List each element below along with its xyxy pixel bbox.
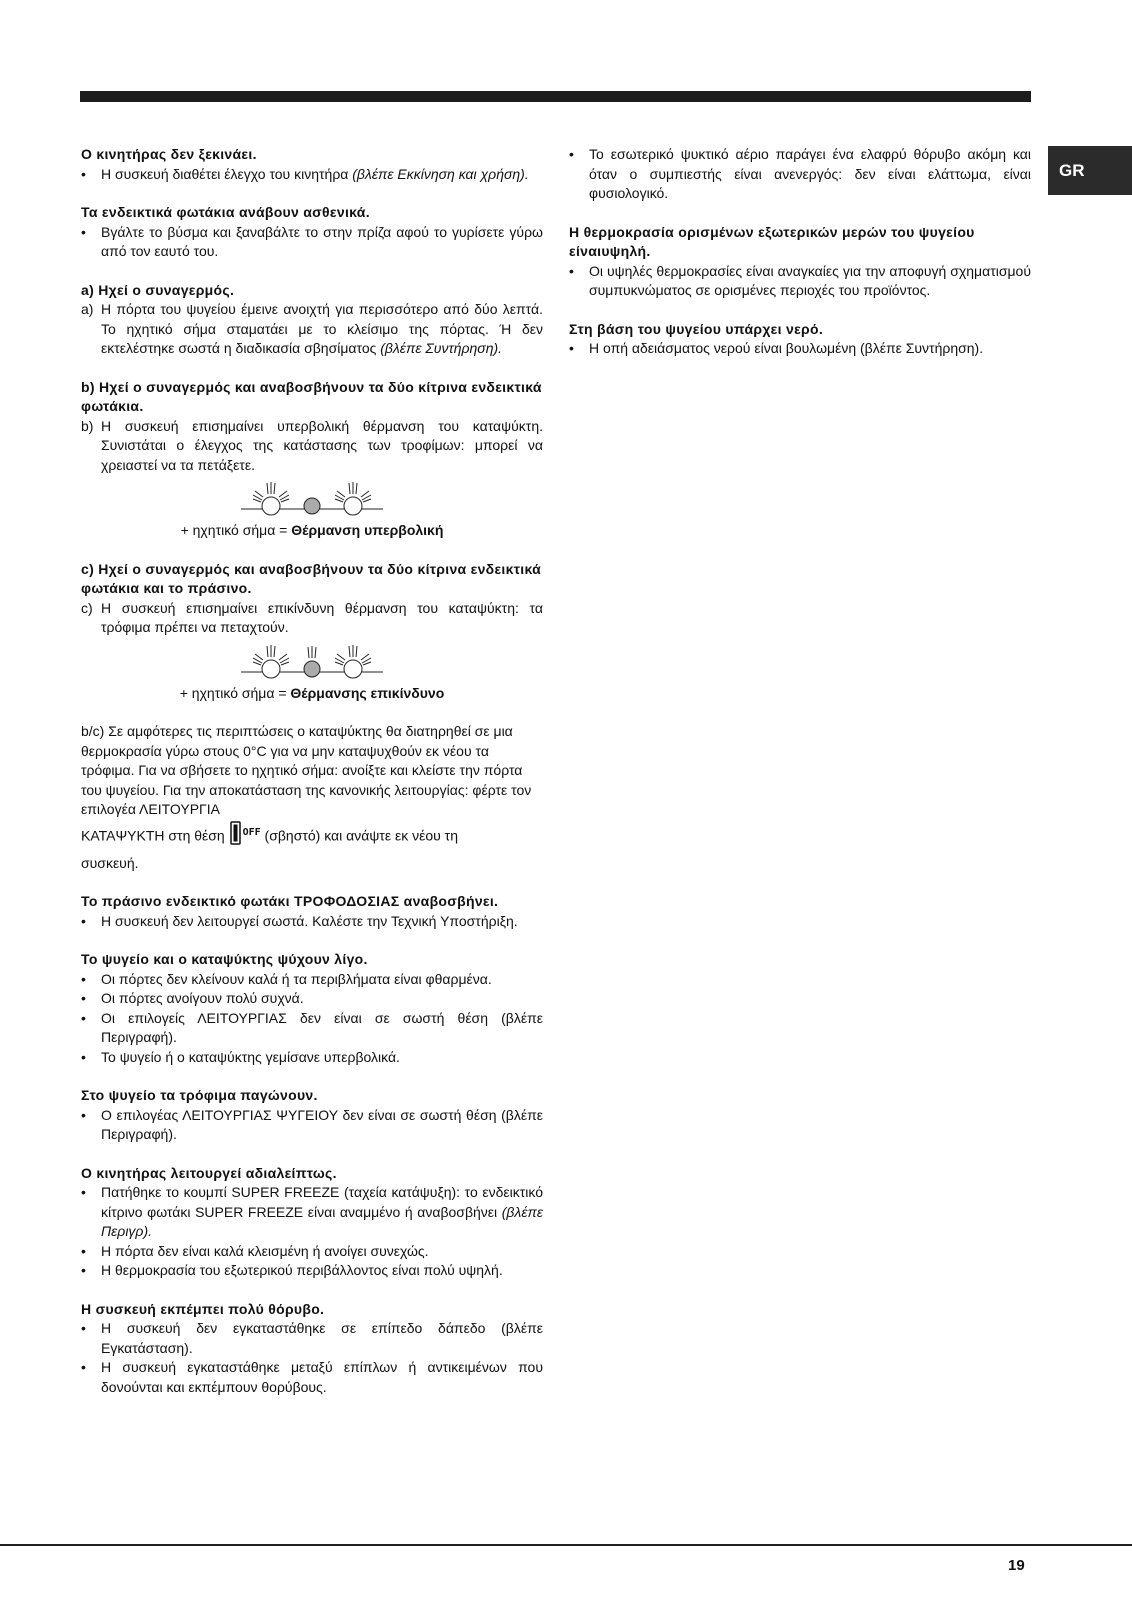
item-text: Ο επιλογέας ΛΕΙΤΟΥΡΓΙΑΣ ΨΥΓΕΙΟΥ δεν είναι σε σωστή θέση (βλέπε Περιγραφή). <box>101 1106 543 1142</box>
list-item <box>81 1048 543 1068</box>
section-heading: Το ψυγείο και ο καταψύκτης ψύχουν λίγο. <box>81 951 368 967</box>
section-heading: c) Ηχεί ο συναγερμός και αναβοσβήνουν τα δύο κίτρινα ενδεικτικά φωτάκια και το πράσινο. <box>81 560 541 596</box>
section-external-heat <box>569 223 1031 301</box>
section-heading: a) Ηχεί ο συναγερμός. <box>81 281 235 298</box>
left-column <box>81 145 543 1397</box>
list-item <box>81 912 543 932</box>
list-item <box>81 989 543 1009</box>
bullet-marker: • <box>81 1359 86 1375</box>
section-heading: Το πράσινο ενδεικτικό φωτάκι ΤΡΟΦΟΔΟΣΙΑΣ αναβοσβήνει. <box>81 893 499 909</box>
list-item <box>569 262 1031 301</box>
language-tab-label: GR <box>1059 160 1085 180</box>
list-item <box>569 145 1031 204</box>
section-heading: Τα ενδεικτικά φωτάκια ανάβουν ασθενικά. <box>81 204 370 220</box>
section-heading: Η συσκευή εκπέμπει πολύ θόρυβο. <box>81 1300 325 1317</box>
item-text: Οι υψηλές θερμοκρασίες είναι αναγκαίες για την αποφυγή σχηματισμού συμπυκνώματος σε ορισμένες περιοχές του προϊόντος. <box>589 262 1031 298</box>
section-refrigerant-noise <box>569 145 1031 204</box>
section-alarm-a <box>81 281 543 359</box>
list-item <box>569 339 1031 359</box>
flashing-lights-icon <box>237 642 387 682</box>
list-item <box>81 1009 543 1048</box>
list-item <box>81 1242 543 1262</box>
section-heading: Η θερμοκρασία ορισμένων εξωτερικών μερών του ψυγείου είναιυψηλή. <box>569 223 975 259</box>
page-number: 19 <box>1008 1557 1025 1574</box>
off-label: OFF <box>242 826 261 838</box>
item-marker: c) <box>81 599 93 616</box>
section-heading: Ο κινητήρας δεν ξεκινάει. <box>81 146 257 162</box>
item-text: Οι πόρτες ανοίγουν πολύ συχνά. <box>101 990 304 1006</box>
paragraph-text: (σβηστό) και ανάψτε εκ νέου τη <box>260 827 458 844</box>
bullet-marker: • <box>81 1242 86 1259</box>
bullet-marker: • <box>81 990 86 1006</box>
list-item <box>81 223 543 262</box>
section-both-cases <box>81 722 543 873</box>
item-text: Η συσκευή δεν λειτουργεί σωστά. Καλέστε την Τεχνική Υποστήριξη. <box>101 912 518 929</box>
section-motor-not-starting <box>81 145 543 184</box>
item-reference: (βλέπε Συντήρηση). <box>380 340 503 356</box>
bullet-marker: • <box>81 912 86 929</box>
caption-emphasis: Θέρμανση υπερβολική <box>291 522 444 538</box>
item-text: Η θερμοκρασία του εξωτερικού περιβάλλοντος είναι πολύ υψηλή. <box>101 1262 503 1278</box>
item-text: Οι πόρτες δεν κλείνουν καλά ή τα περιβλήματα είναι φθαρμένα. <box>101 970 492 987</box>
item-text: Η συσκευή επισημαίνει επικίνδυνη θέρμανση του καταψύκτη: τα τρόφιμα πρέπει να πεταχτούν. <box>101 599 543 635</box>
list-item <box>81 1261 543 1281</box>
diagram-caption <box>81 684 543 704</box>
list-item <box>81 1106 543 1145</box>
bullet-marker: • <box>81 165 86 182</box>
section-lights-weak <box>81 203 543 262</box>
list-item <box>81 1319 543 1358</box>
list-item <box>81 165 543 185</box>
item-text: Η συσκευή επισημαίνει υπερβολική θέρμανση του καταψύκτη. Συνιστάται ο έλεγχος της κατάστασης των τροφίμων: μπορεί να χρειαστεί να τα πετάξετε. <box>101 417 543 473</box>
footer-rule <box>0 1544 1132 1546</box>
section-alarm-c <box>81 560 543 704</box>
item-text: Η πόρτα του ψυγείου έμεινε ανοιχτή για περισσότερο από δύο λεπτά. Το ηχητικό σήμα σταματάει με το κλείσιμο της πόρτας. Ή δεν εκτελέστηκε σωστά η διαδικασία σβησίματος <box>101 301 543 356</box>
item-text: Το ψυγείο ή ο καταψύκτης γεμίσανε υπερβολικά. <box>101 1048 400 1065</box>
paragraph-off-position <box>81 820 543 854</box>
item-reference: (βλέπε Εκκίνηση και χρήση). <box>352 165 529 182</box>
bullet-marker: • <box>81 1048 86 1065</box>
paragraph: b/c) Σε αμφότερες τις περιπτώσεις ο καταψύκτης θα διατηρηθεί σε μια θερμοκρασία γύρω στους 0°C για να μην καταψυχθούν εκ νέου τα τρόφιμα. Για να σβήσετε το ηχητικό σήμα: ανοίξτε και κλείστε την πόρτα του ψυγείου. Για την αποκατάσταση της κανονικής λειτουργίας: φέρτε τον επιλογέα ΛΕΙΤΟΥΡΓΙΑ <box>81 723 532 817</box>
section-motor-continuous <box>81 1164 543 1281</box>
indicator-lights-diagram-b <box>81 479 543 519</box>
section-low-cooling <box>81 950 543 1067</box>
section-water-base <box>569 320 1031 359</box>
bullet-marker: • <box>569 262 574 279</box>
item-text: Η συσκευή εγκαταστάθηκε μεταξύ επίπλων ή αντικειμένων που δονούνται και εκπέμπουν θορύβους. <box>101 1359 543 1395</box>
right-column <box>569 145 1031 378</box>
bullet-marker: • <box>81 1320 86 1336</box>
item-text: Η συσκευή δεν εγκαταστάθηκε σε επίπεδο δάπεδο (βλέπε Εγκατάσταση). <box>101 1320 543 1356</box>
diagram-caption <box>81 521 543 541</box>
bullet-marker: • <box>569 146 574 162</box>
list-item <box>81 599 543 638</box>
bullet-marker: • <box>81 223 86 240</box>
section-food-freezing <box>81 1086 543 1145</box>
item-text: Η πόρτα δεν είναι καλά κλεισμένη ή ανοίγει συνεχώς. <box>101 1242 429 1259</box>
item-text: Πατήθηκε το κουμπί SUPER FREEZE (ταχεία κατάψυξη): το ενδεικτικό κίτρινο φωτάκι SUPER FREEZE είναι αναμμένο ή αναβοσβήνει <box>101 1184 543 1220</box>
caption-text: + ηχητικό σήμα = <box>180 522 292 538</box>
bullet-marker: • <box>569 340 574 356</box>
list-item <box>81 1183 543 1242</box>
list-item <box>81 1358 543 1397</box>
list-item <box>81 970 543 990</box>
bullet-marker: • <box>81 1009 86 1026</box>
list-item <box>81 417 543 476</box>
caption-emphasis: Θέρμανσης επικίνδυνο <box>290 684 445 701</box>
item-marker: b) <box>81 417 94 434</box>
section-alarm-b <box>81 378 543 541</box>
caption-text: + ηχητικό σήμα = <box>179 684 291 701</box>
item-text: Η οπή αδειάσματος νερού είναι βουλωμένη (βλέπε Συντήρηση). <box>589 340 984 356</box>
item-text: Βγάλτε το βύσμα και ξαναβάλτε το στην πρίζα αφού το γυρίσετε γύρω από τον εαυτό του. <box>101 223 543 259</box>
indicator-lights-diagram-c <box>81 642 543 682</box>
item-marker: a) <box>81 301 94 317</box>
item-text: Η συσκευή διαθέτει έλεγχο του κινητήρα <box>101 165 353 182</box>
list-item <box>81 300 543 359</box>
header-rule <box>80 91 1031 102</box>
paragraph: συσκευή. <box>81 854 139 871</box>
bullet-marker: • <box>81 1184 86 1200</box>
language-tab <box>1048 146 1132 195</box>
bullet-marker: • <box>81 1106 86 1123</box>
item-reference: (βλέπε Περιγρ). <box>101 1203 543 1239</box>
section-noise <box>81 1300 543 1398</box>
section-heading: Στο ψυγείο τα τρόφιμα παγώνουν. <box>81 1087 318 1103</box>
section-heading: Στη βάση του ψυγείου υπάρχει νερό. <box>569 320 824 337</box>
item-text: Το εσωτερικό ψυκτικό αέριο παράγει ένα ελαφρύ θόρυβο ακόμη και όταν ο συμπιεστής είναι ανενεργός: δεν είναι ελάττωμα, είναι φυσιολογικό. <box>589 146 1031 201</box>
paragraph-text: ΚΑΤΑΨΥΚΤΗ στη θέση <box>81 827 229 844</box>
item-text: Οι επιλογείς ΛΕΙΤΟΥΡΓΙΑΣ δεν είναι σε σωστή θέση (βλέπε Περιγραφή). <box>101 1009 543 1045</box>
section-green-light <box>81 892 543 931</box>
bullet-marker: • <box>81 1262 86 1278</box>
flashing-lights-icon <box>237 479 387 519</box>
section-heading: Ο κινητήρας λειτουργεί αδιαλείπτως. <box>81 1164 337 1181</box>
section-heading: b) Ηχεί ο συναγερμός και αναβοσβήνουν τα δύο κίτρινα ενδεικτικά φωτάκια. <box>81 378 542 414</box>
bullet-marker: • <box>81 970 86 987</box>
